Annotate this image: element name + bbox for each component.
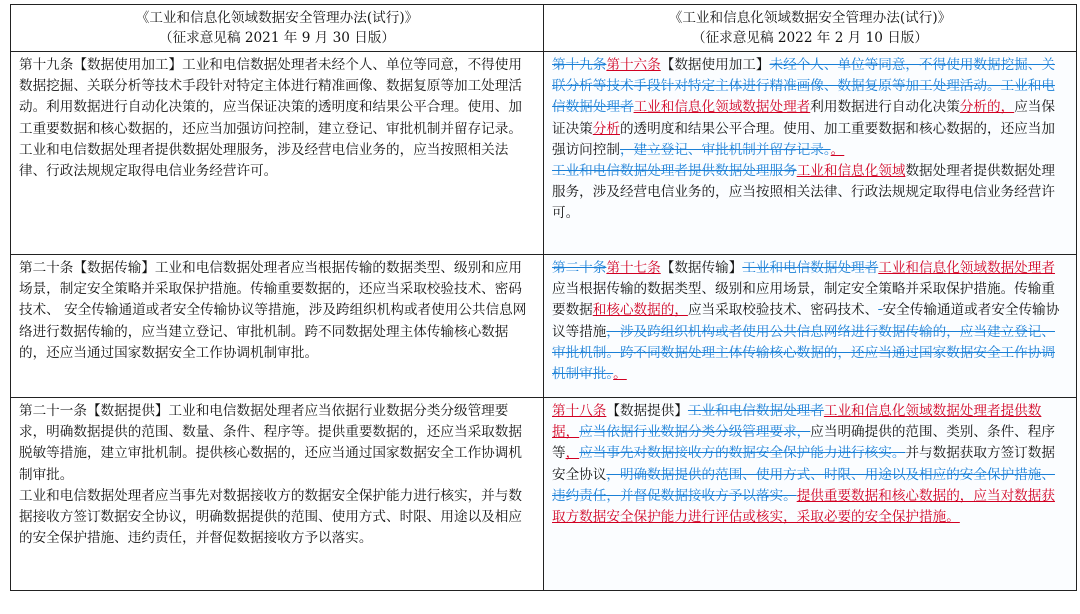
unchanged-text: 【数据提供】 bbox=[606, 403, 688, 419]
old-paragraph: 第二十条【数据传输】工业和电信数据处理者应当根据传输的数据类型、级别和应用场景，制定安全策略并采取保护措施。传输重要数据的，还应当采取校验技术、密码技术、 安全传输通道或者安全传输协议等措施，涉及跨组织机构或者使用公共信息网络进行数据传输的，应当建立登记、审批机制。跨不同数据处理主体传输核心数据的，还应当通过国家数据安全工作协调机制审批。 bbox=[19, 260, 527, 361]
new-paragraph bbox=[552, 258, 1068, 385]
old-paragraph: 工业和电信数据处理者应当事先对数据接收方的数据安全保护能力进行核实，并与数据接收方签订数据安全协议，明确数据提供的范围、使用方式、时限、用途以及相应的安全保护措施、违约责任，并督促数据接收方予以落实。 bbox=[19, 487, 522, 547]
inserted-text: 提供重要数据和核心数据的，应当对数据获取方数据安全保护能力进行评估或核实，采取必要的安全保护措施。 bbox=[552, 487, 1055, 526]
old-article-cell bbox=[11, 255, 544, 398]
unchanged-text: 【数据使用加工】 bbox=[660, 57, 770, 73]
old-paragraph: 第二十一条【数据提供】工业和电信数据处理者应当依据行业数据分类分级管理要求，明确数据提供的范围、数量、条件、程序等。提供重要数据的，还应当采取数据脱敏等措施，建立审批机制。提供核心数据的，还应当通过国家数据安全工作协调机制审批。 bbox=[19, 403, 522, 483]
inserted-text: 分析 bbox=[592, 120, 620, 137]
unchanged-text: 安全传输通道或者安全传输协议等措施 bbox=[552, 302, 1060, 340]
inserted-text: 工业和信息化领域 bbox=[796, 163, 906, 180]
comparison-table bbox=[10, 4, 1077, 591]
inserted-text: 工业和信息化领域数据处理者提供数据， bbox=[552, 403, 1042, 441]
deleted-text: 未经个人、单位等同意，不得使用数据挖掘、关联分析等技术手段针对特定主体进行精准画像、数据复原等加工处理活动。 bbox=[552, 57, 1055, 95]
table-row bbox=[11, 52, 1077, 255]
deleted-text: 应当事先对数据接收方的数据安全保护能力进行核实。 bbox=[579, 445, 906, 462]
deleted-text: 工业和电信数据处理者 bbox=[742, 260, 879, 276]
unchanged-text: 应当保证决策 bbox=[552, 99, 1055, 137]
new-paragraph bbox=[552, 161, 1068, 225]
deleted-text: 工业和电信数据处理者 bbox=[552, 78, 1055, 116]
new-article-cell bbox=[544, 255, 1077, 398]
left-doc-title: 《工业和信息化领域数据安全管理办法(试行)》 bbox=[135, 10, 419, 26]
left-column-header bbox=[11, 5, 544, 52]
unchanged-text: 【数据传输】 bbox=[660, 260, 743, 276]
deleted-text: 应当依据行业数据分类分级管理要求， bbox=[579, 424, 811, 441]
deleted-text: 工业和电信数据处理者 bbox=[687, 403, 824, 419]
deleted-text: ，建立登记、审批机制并留存记录。 bbox=[619, 141, 831, 158]
inserted-text: 和核心数据的， bbox=[592, 302, 688, 319]
old-article-cell bbox=[11, 52, 544, 255]
right-column-header bbox=[544, 5, 1077, 52]
deleted-text: 第十九条 bbox=[552, 57, 607, 73]
unchanged-text: 的透明度和结果公平合理。使用、加工重要数据和核心数据的，还应当加强访问控制 bbox=[552, 120, 1055, 158]
old-article-cell bbox=[11, 398, 544, 591]
new-paragraph bbox=[552, 55, 1068, 161]
deleted-text: 第二十条 bbox=[552, 260, 607, 276]
unchanged-text: 并与数据获取方签订数据安全协议 bbox=[552, 445, 1055, 483]
deleted-text: ，涉及跨组织机构或者使用公共信息网络进行数据传输的，应当建立登记、审批机制。跨不同数据处理主体传输核心数据的，还应当通过国家数据安全工作协调机制审批。 bbox=[552, 323, 1055, 383]
right-doc-title: 《工业和信息化领域数据安全管理办法(试行)》 bbox=[668, 10, 952, 26]
new-article-cell bbox=[544, 52, 1077, 255]
old-paragraph: 第十九条【数据使用加工】工业和电信数据处理者未经个人、单位等同意，不得使用数据挖掘、关联分析等技术手段针对特定主体进行精准画像、数据复原等加工处理活动。利用数据进行自动化决策的，应当保证决策的透明度和结果公平合理。使用、加工重要数据和核心数据的，还应当加强访问控制，建立登记、审批机制并留存记录。 bbox=[19, 57, 522, 137]
inserted-text: 工业和信息化领域数据处理者 bbox=[878, 260, 1055, 276]
unchanged-text: 数据处理者提供数据处理服务，涉及经营电信业务的，应当按照相关法律、行政法规规定取得电信业务经营许可。 bbox=[552, 163, 1055, 222]
inserted-text: 。 bbox=[613, 366, 627, 383]
table-row bbox=[11, 255, 1077, 398]
deleted-text: 工业和电信数据处理者提供数据处理服务 bbox=[552, 163, 797, 180]
table-row bbox=[11, 398, 1077, 591]
old-paragraph: 工业和电信数据处理者提供数据处理服务，涉及经营电信业务的，应当按照相关法律、行政法规规定取得电信业务经营许可。 bbox=[19, 141, 509, 180]
inserted-text: 分析的， bbox=[959, 99, 1015, 116]
inserted-text: 工业和信息化领域数据处理者 bbox=[633, 99, 811, 116]
unchanged-text: 应当明确提供的范围、类别、条件、程序等 bbox=[552, 424, 1055, 462]
unchanged-text: 应当根据传输的数据类型、级别和应用场景，制定安全策略并采取保护措施。传输重要数据 bbox=[552, 281, 1055, 319]
inserted-text: 第十八条 bbox=[552, 403, 607, 419]
inserted-text: 第十七条 bbox=[606, 260, 661, 276]
right-doc-version: （征求意见稿 2022 年 2 月 10 日版） bbox=[692, 30, 928, 46]
inserted-text: 第十六条 bbox=[606, 57, 661, 73]
deleted-text: ，明确数据提供的范围、使用方式、时限、用途以及相应的安全保护措施、违约责任，并督促数据接收方予以落实。 bbox=[552, 466, 1055, 504]
new-article-cell bbox=[544, 398, 1077, 591]
new-paragraph bbox=[552, 401, 1068, 528]
left-doc-version: （征求意见稿 2021 年 9 月 30 日版） bbox=[159, 30, 395, 46]
unchanged-text: 应当采取校验技术、密码技术、 bbox=[687, 302, 879, 319]
unchanged-text: 利用数据进行自动化决策 bbox=[810, 99, 960, 116]
inserted-text: ， bbox=[565, 445, 580, 462]
inserted-text: 。 bbox=[830, 141, 845, 158]
